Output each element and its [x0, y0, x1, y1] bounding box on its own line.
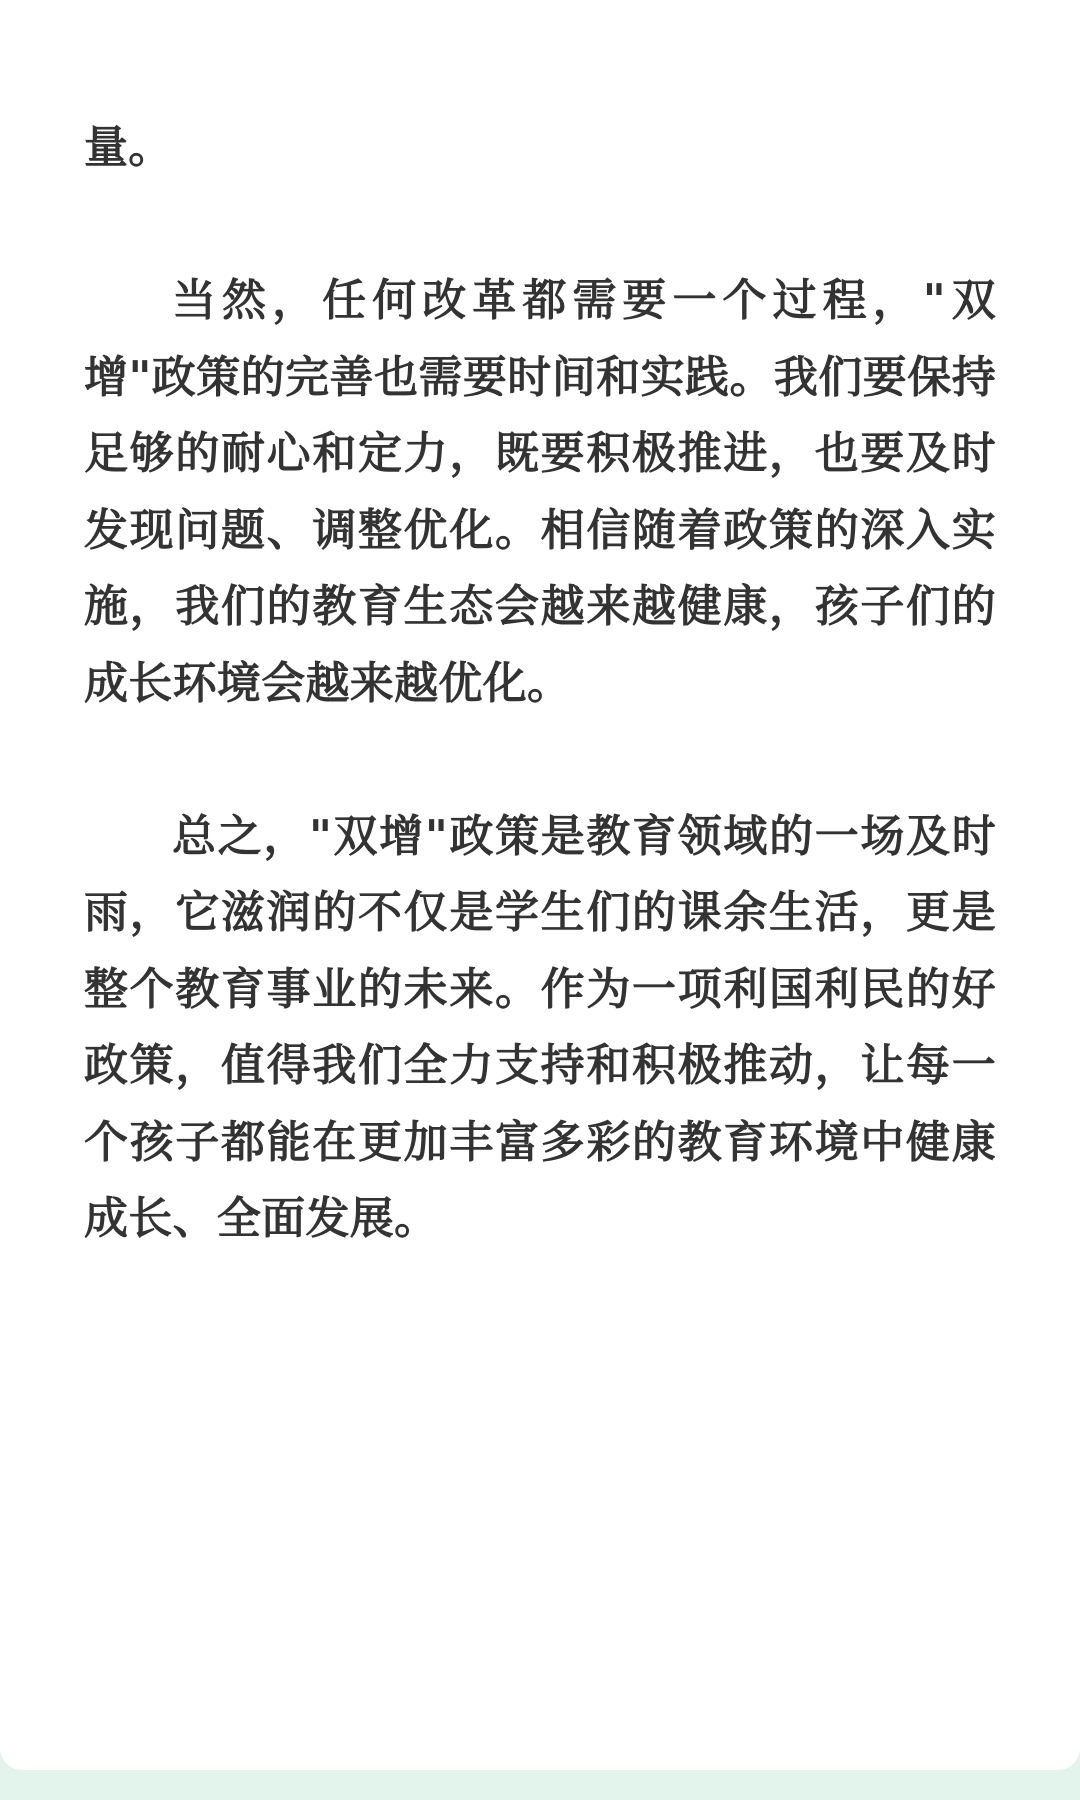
paragraph-fragment: 量。 [84, 122, 173, 173]
bottom-bar [0, 1770, 1080, 1800]
article-body [84, 110, 996, 1334]
paragraph-conclusion: 总之，"双增"政策是教育领域的一场及时雨，它滋润的不仅是学生们的课余生活，更是整个教育事业的未来。作为一项利国利民的好政策，值得我们全力支持和积极推动，让每一个孩子都能在更加丰富多彩的教育环境中健康成长、全面发展。 [84, 810, 996, 1244]
paragraph-reform-process: 当然，任何改革都需要一个过程，"双增"政策的完善也需要时间和实践。我们要保持足够的耐心和定力，既要积极推进，也要及时发现问题、调整优化。相信随着政策的深入实施，我们的教育生态会越来越健康，孩子们的成长环境会越来越优化。 [84, 275, 996, 709]
